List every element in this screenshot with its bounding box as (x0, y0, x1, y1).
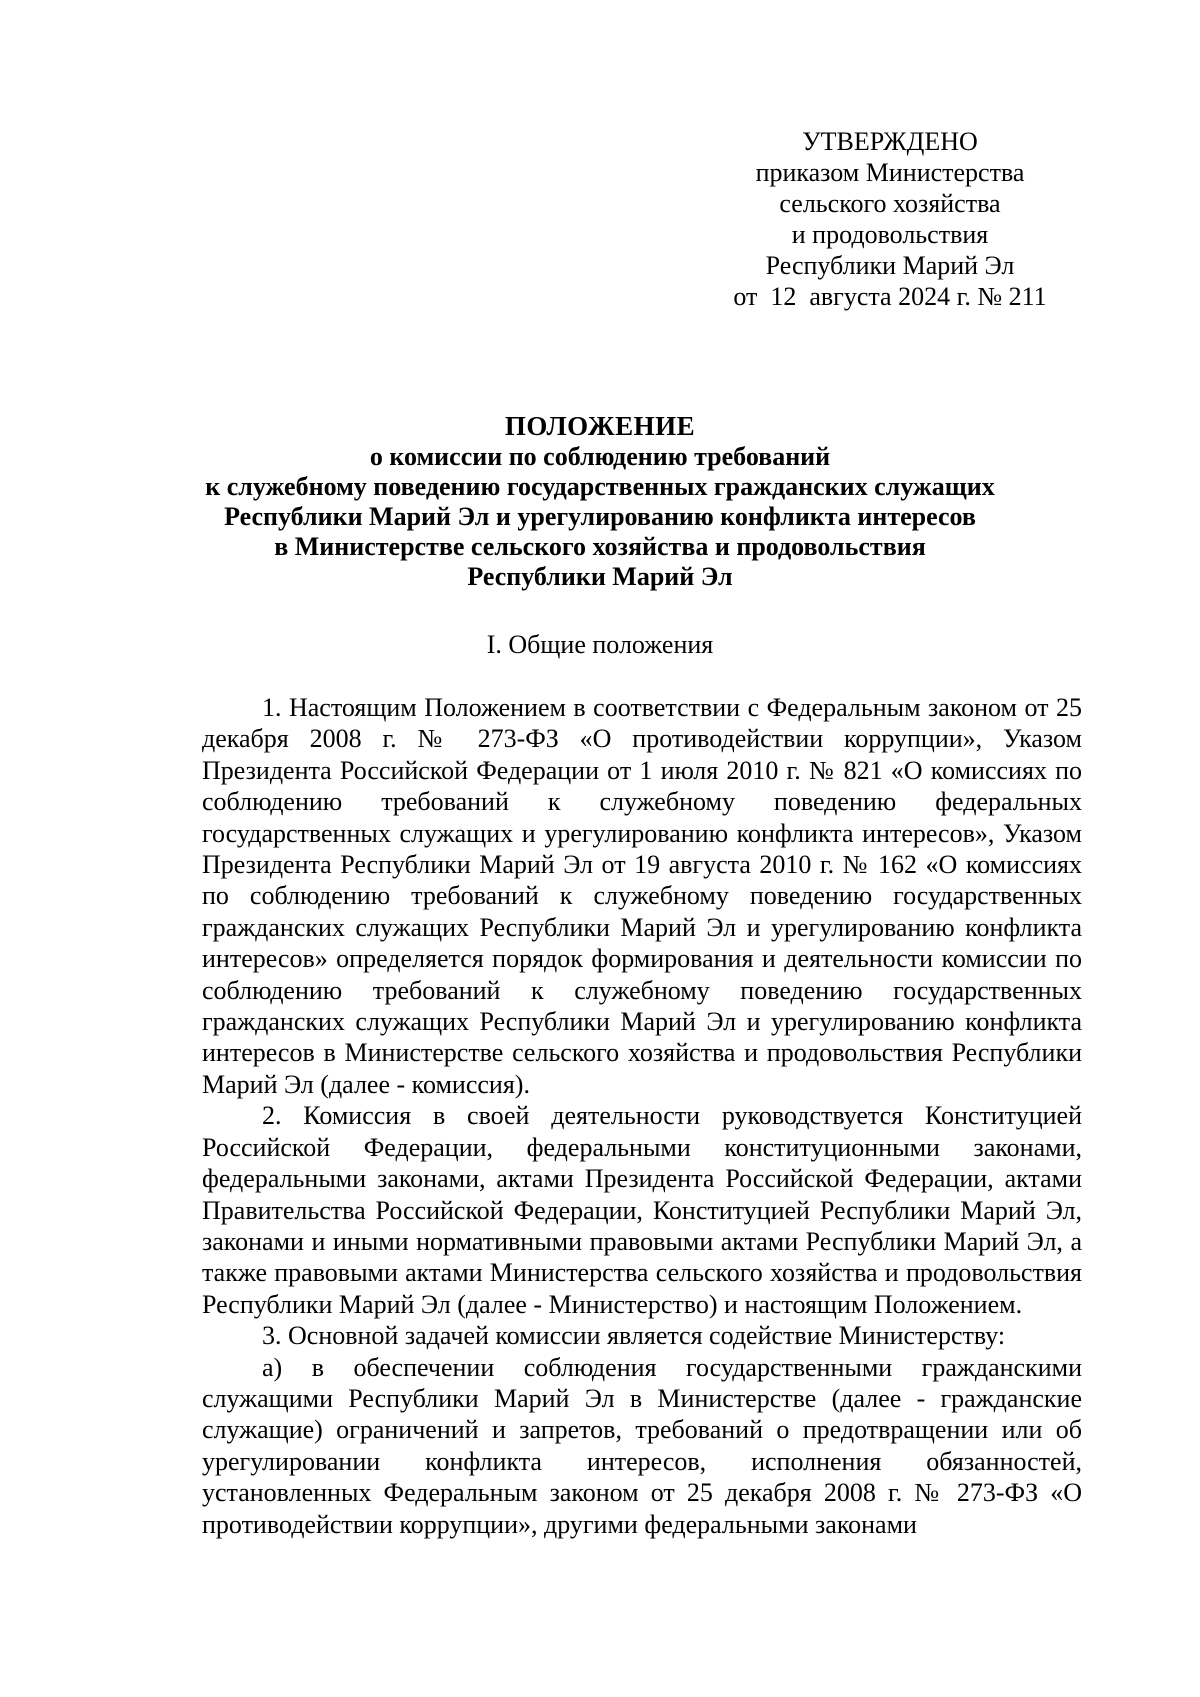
paragraph-3a: а) в обеспечении соблюдения государственными гражданскими служащими Республики Марий Эл в Министерстве (далее - гражданские служащие) ограничений и запретов, требований о предотвращении или об урегулировании конфликта интересов, исполнения обязанностей, установленных Федеральным законом от 25 декабря 2008 г. № 273-ФЗ «О противодействии коррупции», другими федеральными законами (202, 1352, 1082, 1539)
document-title-head: ПОЛОЖЕНИЕ (504, 411, 696, 441)
approval-line: УТВЕРЖДЕНО (802, 127, 978, 156)
paragraph-1: 1. Настоящим Положением в соответствии с Федеральным законом от 25 декабря 2008 г. № 273-ФЗ «О противодействии коррупции», Указом Президента Российской Федерации от 1 июля 2010 г. № 821 «О комиссиях по соблюдению требований к служебному поведению федеральных государственных служащих и урегулированию конфликта интересов», Указом Президента Республики Марий Эл от 19 августа 2010 г. № 162 «О комиссиях по соблюдению требований к служебному поведению государственных гражданских служащих Республики Марий Эл и урегулированию конфликта интересов» определяется порядок формирования и деятельности комиссии по соблюдению требований к служебному поведению государственных гражданских служащих Республики Марий Эл и урегулированию конфликта интересов в Министерстве сельского хозяйства и продовольствия Республики Марий Эл (далее - комиссия). (202, 693, 1082, 1099)
paragraph-2: 2. Комиссия в своей деятельности руководствуется Конституцией Российской Федерации, федеральными конституционными законами, федеральными законами, актами Президента Российской Федерации, актами Правительства Российской Федерации, Конституцией Республики Марий Эл, законами и иными нормативными правовыми актами Республики Марий Эл, а также правовыми актами Министерства сельского хозяйства и продовольствия Республики Марий Эл (далее - Министерство) и настоящим Положением. (202, 1101, 1082, 1319)
approval-line: сельского хозяйства (779, 189, 1001, 218)
approval-stamp (700, 126, 1080, 312)
document-title-line: Республики Марий Эл и урегулированию конфликта интересов (224, 502, 976, 531)
document-title-line: в Министерстве сельского хозяйства и продовольствия (274, 532, 926, 561)
document-title-line: о комиссии по соблюдению требований (369, 442, 831, 471)
document-body (202, 692, 1082, 1540)
section-heading: I. Общие положения (486, 630, 714, 659)
approval-line: Республики Марий Эл (765, 251, 1015, 280)
document-title-line: Республики Марий Эл (467, 562, 733, 591)
document-title-line: к служебному поведению государственных гражданских служащих (205, 472, 995, 501)
approval-line: приказом Министерства (755, 158, 1025, 187)
document-title (150, 410, 1050, 592)
approval-order-number: от 12 августа 2024 г. № 211 (733, 282, 1047, 311)
approval-line: и продовольствия (791, 220, 989, 249)
paragraph-3: 3. Основной задачей комиссии является содействие Министерству: (262, 1321, 1006, 1351)
